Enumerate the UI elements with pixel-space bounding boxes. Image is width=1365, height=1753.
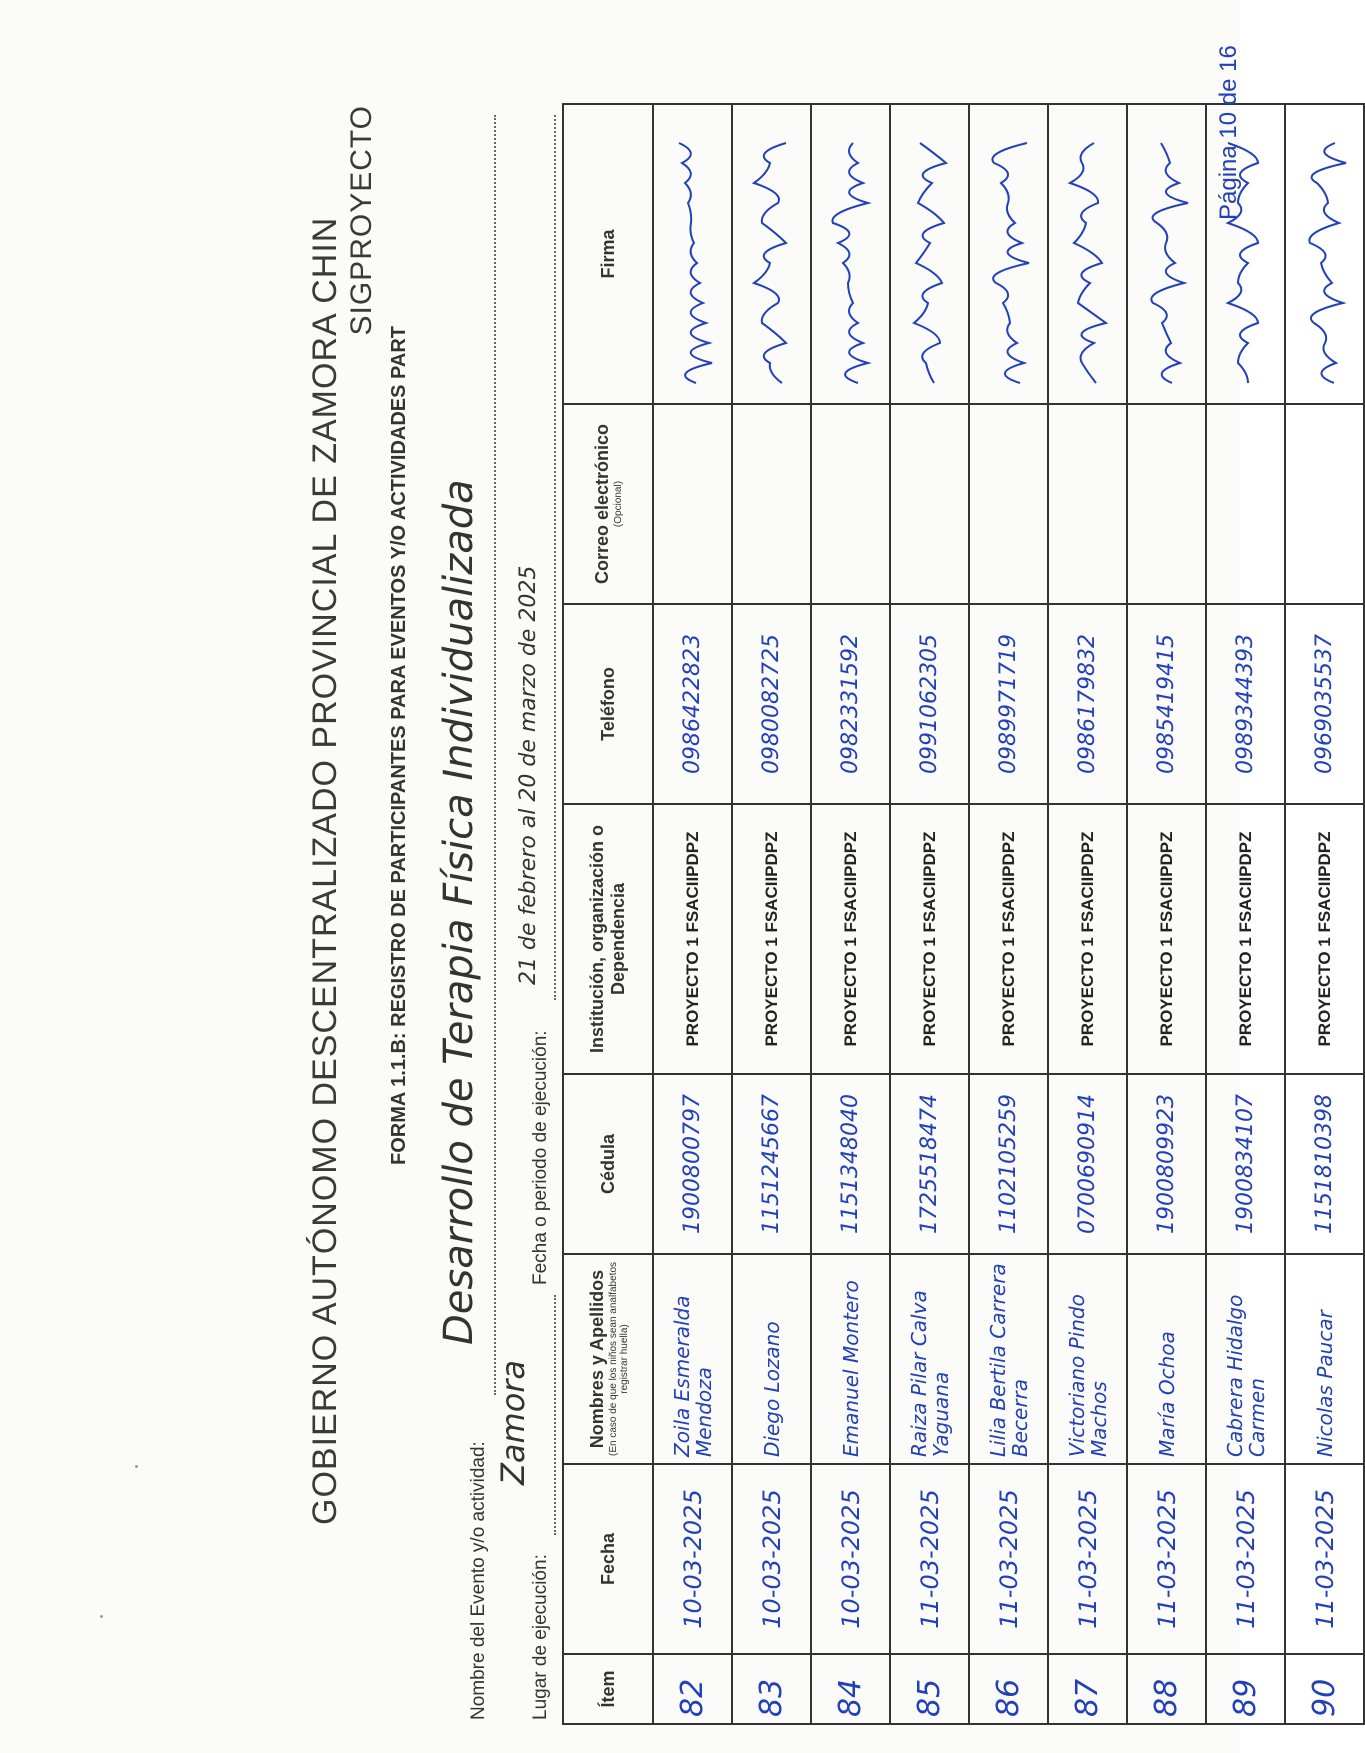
institution-cell: PROYECTO 1 FSACIIPDPZ bbox=[811, 804, 890, 1074]
date-cell: 11-03-2025 bbox=[1127, 1464, 1206, 1654]
name-cell: Diego Lozano bbox=[732, 1254, 811, 1464]
header-correo-note: (Opcional) bbox=[613, 480, 624, 528]
table-row bbox=[1127, 104, 1206, 1724]
institution-cell: PROYECTO 1 FSACIIPDPZ bbox=[653, 804, 732, 1074]
signature-cell bbox=[1048, 104, 1127, 404]
handwritten-signature bbox=[813, 103, 889, 403]
header-nombres-label: Nombres y Apellidos bbox=[586, 1269, 607, 1449]
cedula-cell: 1151810398 bbox=[1285, 1074, 1364, 1254]
header-subtitle: SIGPROYECTO bbox=[345, 105, 378, 336]
event-name-label: Nombre del Evento y/o actividad: bbox=[468, 1441, 489, 1720]
institution-cell: PROYECTO 1 FSACIIPDPZ bbox=[890, 804, 969, 1074]
cedula-cell: 1151245667 bbox=[732, 1074, 811, 1254]
table-row bbox=[1206, 104, 1285, 1724]
header-institucion: Institución, organización o Dependencia bbox=[563, 804, 653, 1074]
table-row bbox=[969, 104, 1048, 1724]
signature-cell bbox=[1285, 104, 1364, 404]
name-cell: Emanuel Montero bbox=[811, 1254, 890, 1464]
date-cell: 10-03-2025 bbox=[811, 1464, 890, 1654]
date-cell: 11-03-2025 bbox=[969, 1464, 1048, 1654]
phone-cell: 0986179832 bbox=[1048, 604, 1127, 804]
item-cell: 89 bbox=[1206, 1654, 1285, 1724]
phone-cell: 0991062305 bbox=[890, 604, 969, 804]
name-cell: Zoila Esmeralda Mendoza bbox=[653, 1254, 732, 1464]
place-line bbox=[554, 1295, 556, 1535]
table-row bbox=[1048, 104, 1127, 1724]
handwritten-signature bbox=[655, 103, 731, 403]
cedula-cell: 1151348040 bbox=[811, 1074, 890, 1254]
name-cell: Cabrera Hidalgo Carmen bbox=[1206, 1254, 1285, 1464]
name-cell: Lilia Bertila Carrera Becerra bbox=[969, 1254, 1048, 1464]
item-cell: 83 bbox=[732, 1654, 811, 1724]
table-row bbox=[890, 104, 969, 1724]
name-cell: Victoriano Pindo Machos bbox=[1048, 1254, 1127, 1464]
header-title: GOBIERNO AUTÓNOMO DESCENTRALIZADO PROVINCIAL DE ZAMORA CHIN bbox=[306, 216, 344, 1525]
table-row bbox=[653, 104, 732, 1724]
institution-cell: PROYECTO 1 FSACIIPDPZ bbox=[1285, 804, 1364, 1074]
name-cell: Raiza Pilar Calva Yaguana bbox=[890, 1254, 969, 1464]
institution-cell: PROYECTO 1 FSACIIPDPZ bbox=[969, 804, 1048, 1074]
email-cell bbox=[1048, 404, 1127, 604]
period-line bbox=[554, 115, 556, 1000]
email-cell bbox=[890, 404, 969, 604]
email-cell bbox=[1285, 404, 1364, 604]
header-nombres-note: (En caso de que los niños sean analfabetos registrar huella) bbox=[607, 1261, 630, 1457]
signature-cell bbox=[653, 104, 732, 404]
date-cell: 11-03-2025 bbox=[1206, 1464, 1285, 1654]
place-value: Zamora bbox=[494, 1359, 532, 1485]
institution-cell: PROYECTO 1 FSACIIPDPZ bbox=[1206, 804, 1285, 1074]
email-cell bbox=[969, 404, 1048, 604]
date-cell: 11-03-2025 bbox=[1285, 1464, 1364, 1654]
name-cell: Nicolas Paucar bbox=[1285, 1254, 1364, 1464]
cedula-cell: 1900809923 bbox=[1127, 1074, 1206, 1254]
date-cell: 10-03-2025 bbox=[653, 1464, 732, 1654]
email-cell bbox=[732, 404, 811, 604]
phone-cell: 0989971719 bbox=[969, 604, 1048, 804]
header-cedula: Cédula bbox=[563, 1074, 653, 1254]
item-cell: 85 bbox=[890, 1654, 969, 1724]
handwritten-signature bbox=[971, 103, 1047, 403]
place-period-info bbox=[494, 105, 568, 1725]
header-item: Ítem bbox=[563, 1654, 653, 1724]
scan-speck bbox=[100, 1615, 103, 1618]
phone-cell: 0982331592 bbox=[811, 604, 890, 804]
header-fecha: Fecha bbox=[563, 1464, 653, 1654]
institution-cell: PROYECTO 1 FSACIIPDPZ bbox=[1127, 804, 1206, 1074]
phone-cell: 0986422823 bbox=[653, 604, 732, 804]
email-cell bbox=[811, 404, 890, 604]
date-cell: 11-03-2025 bbox=[1048, 1464, 1127, 1654]
phone-cell: 0980082725 bbox=[732, 604, 811, 804]
date-cell: 10-03-2025 bbox=[732, 1464, 811, 1654]
header-correo-label: Correo electrónico bbox=[592, 423, 612, 585]
signature-cell bbox=[1127, 104, 1206, 404]
handwritten-signature bbox=[1287, 103, 1363, 403]
cedula-cell: 1725518474 bbox=[890, 1074, 969, 1254]
header-telefono: Teléfono bbox=[563, 604, 653, 804]
rotated-form bbox=[210, 45, 1342, 1725]
header-nombres bbox=[563, 1254, 653, 1464]
table-header-row bbox=[563, 104, 653, 1724]
header-firma: Firma bbox=[563, 104, 653, 404]
date-cell: 11-03-2025 bbox=[890, 1464, 969, 1654]
handwritten-signature bbox=[734, 103, 810, 403]
form-title: FORMA 1.1.B: REGISTRO DE PARTICIPANTES PARA EVENTOS Y/O ACTIVIDADES PART bbox=[388, 326, 410, 1165]
signature-cell bbox=[890, 104, 969, 404]
phone-cell: 0969035537 bbox=[1285, 604, 1364, 804]
item-cell: 86 bbox=[969, 1654, 1048, 1724]
item-cell: 87 bbox=[1048, 1654, 1127, 1724]
item-cell: 82 bbox=[653, 1654, 732, 1724]
email-cell bbox=[1127, 404, 1206, 604]
header-correo bbox=[563, 404, 653, 604]
handwritten-signature bbox=[1129, 103, 1205, 403]
handwritten-signature bbox=[892, 103, 968, 403]
cedula-cell: 1102105259 bbox=[969, 1074, 1048, 1254]
table-row bbox=[1285, 104, 1364, 1724]
item-cell: 84 bbox=[811, 1654, 890, 1724]
scan-speck bbox=[135, 1465, 138, 1468]
table-body bbox=[653, 104, 1364, 1724]
name-cell: María Ochoa bbox=[1127, 1254, 1206, 1464]
event-name-line bbox=[494, 115, 496, 1395]
event-name-value: Desarrollo de Terapia Física Individualizada bbox=[436, 479, 482, 1345]
cedula-cell: 1900800797 bbox=[653, 1074, 732, 1254]
cedula-cell: 1900834107 bbox=[1206, 1074, 1285, 1254]
phone-cell: 0985419415 bbox=[1127, 604, 1206, 804]
signature-cell bbox=[732, 104, 811, 404]
participants-table bbox=[562, 103, 1365, 1725]
item-cell: 90 bbox=[1285, 1654, 1364, 1724]
period-value: 21 de febrero al 20 de marzo de 2025 bbox=[516, 565, 541, 985]
table-row bbox=[811, 104, 890, 1724]
phone-cell: 0989344393 bbox=[1206, 604, 1285, 804]
item-cell: 88 bbox=[1127, 1654, 1206, 1724]
signature-cell bbox=[969, 104, 1048, 404]
email-cell bbox=[1206, 404, 1285, 604]
period-label: Fecha o periodo de ejecución: bbox=[530, 1030, 551, 1285]
table-row bbox=[732, 104, 811, 1724]
institution-cell: PROYECTO 1 FSACIIPDPZ bbox=[732, 804, 811, 1074]
signature-cell bbox=[811, 104, 890, 404]
page-number: Página 10 de 16 bbox=[1215, 45, 1242, 220]
email-cell bbox=[653, 404, 732, 604]
place-label: Lugar de ejecución: bbox=[530, 1554, 551, 1720]
cedula-cell: 0700690914 bbox=[1048, 1074, 1127, 1254]
institution-cell: PROYECTO 1 FSACIIPDPZ bbox=[1048, 804, 1127, 1074]
handwritten-signature bbox=[1050, 103, 1126, 403]
